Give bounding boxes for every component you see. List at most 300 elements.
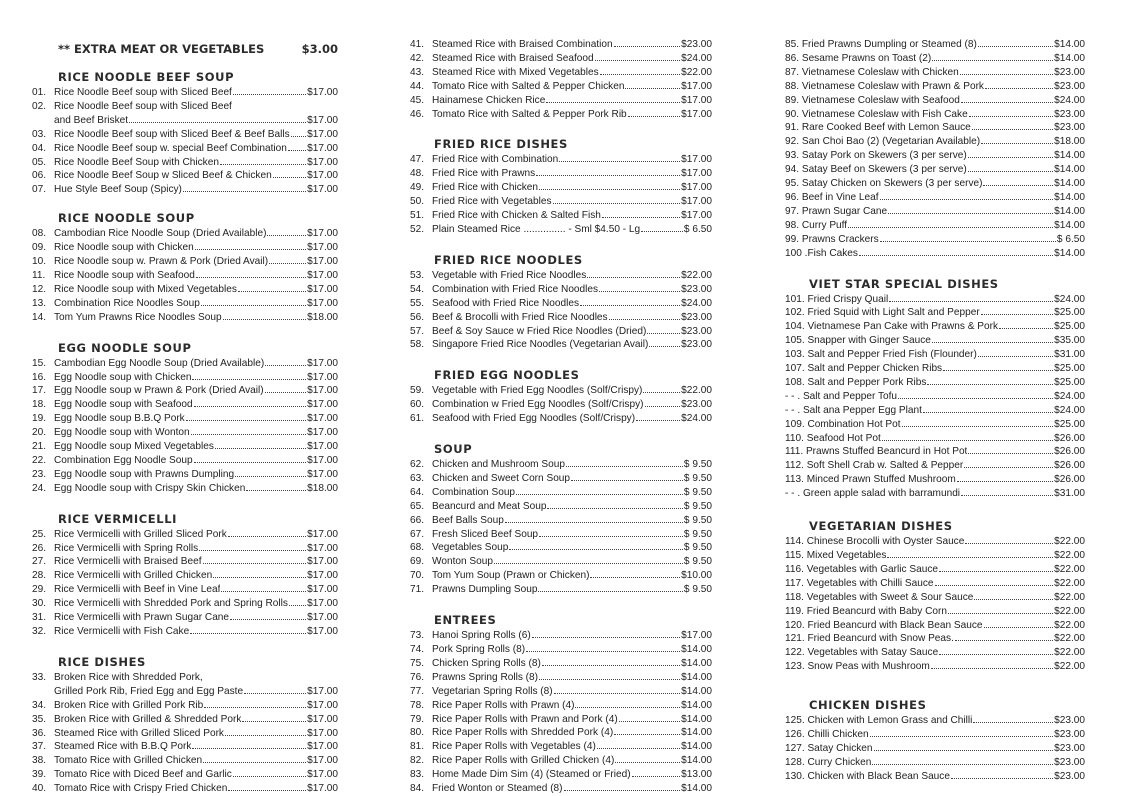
item-price: $35.00 [1054,335,1085,347]
leader-dots [968,157,1053,158]
leader-dots [186,420,306,421]
item-number: 56. [410,311,425,323]
menu-column-1 [32,38,338,796]
leader-dots [965,543,1053,544]
menu-item [32,699,338,713]
item-number: 27. [32,556,47,568]
item-price: $26.00 [1054,432,1085,444]
item-name: Beef Balls Soup [432,514,504,526]
item-price: $23.00 [1054,66,1085,78]
menu-item [32,398,338,412]
item-name: Broken Rice with Grilled & Shredded Pork [54,713,242,725]
menu-item [785,473,1085,487]
item-price: $14.00 [1054,178,1085,190]
menu-item [410,782,712,796]
item-price: $17.00 [307,242,338,254]
item-number: 42. [410,52,425,64]
menu-item [410,338,712,352]
menu-item [32,86,338,100]
menu-item [785,348,1085,362]
leader-dots [595,60,681,61]
item-price: $14.00 [681,713,712,725]
leader-dots [600,74,680,75]
leader-dots [951,778,1053,779]
item-number: 50. [410,196,425,208]
menu-section [785,38,1085,261]
leader-dots [880,241,1056,242]
leader-dots [932,342,1053,343]
leader-dots [242,721,306,722]
menu-item [785,756,1085,770]
item-name: 122. Vegetables with Satay Sauce [785,647,939,659]
menu-item [410,583,712,597]
menu-item [785,742,1085,756]
menu-item [32,255,338,269]
item-price: $17.00 [307,556,338,568]
menu-item [785,362,1085,376]
menu-section [410,613,712,796]
item-price: $22.00 [1054,633,1085,645]
item-price: $25.00 [1054,376,1085,388]
item-price: $17.00 [307,713,338,725]
menu-item [410,768,712,782]
item-number: 61. [410,413,425,425]
leader-dots [619,721,680,722]
menu-section [32,211,338,324]
extra-header [58,42,338,56]
item-price: $23.00 [1054,742,1085,754]
leader-dots [228,536,306,537]
item-name: Prawns Dumpling Soup [432,584,538,596]
menu-item [410,643,712,657]
item-price: $22.00 [681,66,712,78]
menu-item [410,740,712,754]
menu-item [785,632,1085,646]
item-price: $ 9.50 [683,542,712,554]
item-name: Egg Noodle soup with Chicken [54,371,192,383]
item-name: 114. Chinese Brocolli with Oyster Sauce [785,536,965,548]
menu-item [410,209,712,223]
item-number: 58. [410,339,425,351]
item-number: 03. [32,128,47,140]
item-name: 107. Salt and Pepper Chicken Ribs [785,363,943,375]
item-price: $17.00 [307,413,338,425]
menu-item [410,297,712,311]
leader-dots [221,591,306,592]
leader-dots [882,440,1053,441]
item-number: 64. [410,486,425,498]
leader-dots [955,640,1053,641]
leader-dots [981,314,1053,315]
item-name: Home Made Dim Sim (4) (Steamed or Fried) [432,769,631,781]
item-number: 14. [32,311,47,323]
leader-dots [289,605,306,606]
section-title: SOUP [434,442,473,457]
item-price: $17.00 [307,256,338,268]
leader-dots [129,122,306,123]
item-price: $23.00 [681,283,712,295]
leader-dots [649,346,680,347]
item-number: 35. [32,713,47,725]
item-name: 95. Satay Chicken on Skewers (3 per serve) [785,178,983,190]
leader-dots [961,495,1053,496]
leader-dots [984,627,1054,628]
leader-dots [939,571,1053,572]
item-price: $25.00 [1054,321,1085,333]
leader-dots [580,305,680,306]
item-price: $23.00 [681,399,712,411]
leader-dots [571,480,683,481]
item-price: $24.00 [1054,404,1085,416]
item-number: 69. [410,556,425,568]
leader-dots [532,637,680,638]
menu-item [32,283,338,297]
leader-dots [554,693,680,694]
item-name: 88. Vietnamese Coleslaw with Prawn & Pork [785,80,984,92]
menu-item [32,128,338,142]
menu-item [32,311,338,325]
item-price: $14.00 [1054,219,1085,231]
item-price: $24.00 [1054,94,1085,106]
item-name: 96. Beef in Vine Leaf [785,191,879,203]
item-price: $23.00 [1054,729,1085,741]
item-name: Fresh Sliced Beef Soup [432,528,539,540]
menu-item [32,169,338,183]
item-price: $23.00 [1054,715,1085,727]
item-price: $17.00 [307,87,338,98]
item-price: $14.00 [681,644,712,655]
item-name: 120. Fried Beancurd with Black Bean Sauce [785,619,983,631]
item-name: 105. Snapper with Ginger Sauce [785,335,931,347]
menu-item [785,432,1085,446]
item-name: Rice Noodle Beef soup with Sliced Beef [54,100,232,112]
item-price: $17.00 [307,584,338,596]
menu-item [410,541,712,555]
leader-dots [859,255,1053,256]
item-number: 79. [410,713,425,725]
item-name: Egg Noodle soup with Crispy Skin Chicken [54,482,246,494]
leader-dots [190,633,306,634]
section-title: RICE NOODLE BEEF SOUP [58,70,235,84]
item-name: Rice Vermicelli with Shredded Pork and Spring Rolls [54,598,288,610]
leader-dots [273,177,306,178]
item-name: Rice Noodle soup with Mixed Vegetables [54,283,237,295]
menu-item [410,754,712,768]
item-price: $23.00 [681,325,712,337]
leader-dots [199,550,306,551]
item-name: Tom Yum Soup (Prawn or Chicken) [432,570,590,582]
leader-dots [932,60,1053,61]
item-price: $14.00 [1054,164,1085,176]
menu-item [410,325,712,339]
section-title: RICE DISHES [58,654,146,669]
item-price: $31.00 [1054,349,1085,361]
item-number: 46. [410,108,425,120]
item-name: Chicken Spring Rolls (8) [432,657,541,669]
menu-item [410,500,712,514]
menu-item [785,577,1085,591]
item-name: 98. Curry Puff [785,219,848,231]
menu-item [785,66,1085,80]
item-name: 117. Vegetables with Chilli Sauce [785,577,934,589]
leader-dots [538,591,682,592]
item-name: Egg Noodle soup with Wonton [54,427,190,439]
menu-section [410,368,712,426]
item-name: 111. Prawns Stuffed Beancurd in Hot Pot [785,446,968,458]
item-name: 87. Vietnamese Coleslaw with Chicken [785,66,959,78]
item-number: 70. [410,570,425,582]
item-name: 104. Vietnamese Pan Cake with Prawns & Pork [785,321,999,333]
item-number: 05. [32,156,47,168]
leader-dots [961,102,1053,103]
item-name: Hue Style Beef Soup (Spicy) [54,184,182,196]
item-price: $17.00 [307,399,338,411]
section-title: RICE NOODLE SOUP [58,211,195,226]
item-name: Fried Wonton or Steamed (8) [432,783,563,795]
item-number: 78. [410,699,425,711]
leader-dots [291,136,306,137]
item-number: 81. [410,741,425,753]
item-name: 85. Fried Prawns Dumpling or Steamed (8) [785,39,977,50]
item-price: $17.00 [681,108,712,120]
menu-column-2 [410,38,712,796]
item-price: $17.00 [307,528,338,540]
item-name: Wonton Soup [432,556,493,568]
item-price: $22.00 [1054,619,1085,631]
item-name: Rice Paper Rolls with Shredded Pork (4) [432,727,614,739]
menu-section [410,442,712,597]
item-price: $17.00 [307,468,338,480]
item-price: $22.00 [1054,647,1085,659]
item-price: $26.00 [1054,460,1085,472]
menu-item [32,685,338,699]
menu-section [32,42,338,56]
item-name: 92. San Choi Bao (2) (Vegetarian Available) [785,136,981,148]
item-name: 86. Sesame Prawns on Toast (2) [785,52,932,64]
leader-dots [889,301,1053,302]
menu-item [32,611,338,625]
menu-item [785,293,1085,307]
item-number: 44. [410,80,425,92]
item-name: Fried Rice with Chicken [432,182,539,194]
item-name: Plain Steamed Rice ............... - Sml $4.50 - Lg [432,223,641,235]
item-name: Steamed Rice with Mixed Vegetables [432,66,599,78]
leader-dots [539,189,680,190]
item-name: Beef & Soy Sauce w Fried Rice Noodles (Dried) [432,325,647,337]
section-title: ENTREES [434,613,497,628]
menu-section [410,253,712,352]
item-name: Fried Rice with Chicken & Salted Fish [432,210,601,222]
leader-dots [201,305,306,306]
item-price: $ 6.50 [683,223,712,235]
leader-dots [494,563,683,564]
item-number: 43. [410,66,425,78]
menu-item [785,94,1085,108]
item-number: 02. [32,100,47,112]
leader-dots [957,481,1053,482]
item-number: 19. [32,413,47,425]
item-number: 49. [410,182,425,194]
item-number: 39. [32,769,47,781]
item-name: Rice Vermicelli with Prawn Sugar Cane [54,612,230,624]
item-name: Hainamese Chicken Rice [432,94,546,106]
menu-item [785,334,1085,348]
item-name: Tomato Rice with Salted & Pepper Pork Rib [432,108,627,120]
item-number: 32. [32,626,47,637]
item-name: Steamed Rice with B.B.Q Pork [54,741,192,753]
menu-item [410,223,712,237]
leader-dots [968,171,1053,172]
leader-dots [614,46,680,47]
item-name: 127. Satay Chicken [785,742,873,754]
menu-item [785,247,1085,261]
menu-item [410,657,712,671]
menu-item [410,699,712,713]
item-name: 101. Fried Crispy Quail [785,293,889,305]
item-name: Rice Vermicelli with Spring Rolls [54,542,199,554]
item-price: $ 9.50 [683,584,712,596]
menu-item [32,754,338,768]
item-number: 37. [32,741,47,753]
menu-item [32,740,338,754]
menu-item [410,283,712,297]
menu-item [32,412,338,426]
menu-item [32,440,338,454]
leader-dots [939,654,1053,655]
item-number: 82. [410,755,425,767]
item-number: 55. [410,297,425,309]
item-number: 07. [32,184,47,196]
item-name: - - . Salt ana Pepper Egg Plant [785,404,922,416]
item-number: 21. [32,441,47,453]
menu-item [32,183,338,197]
item-price: $17.00 [307,626,338,637]
item-name: Combination with Fried Rice Noodles [432,283,599,295]
item-number: 65. [410,500,425,512]
item-number: 22. [32,454,47,466]
item-name: Tomato Rice with Diced Beef and Garlic [54,769,232,781]
item-name: Rice Noodle Beef soup w. special Beef Combination [54,142,287,154]
item-price: $24.00 [681,52,712,64]
leader-dots [985,88,1053,89]
menu-section [785,519,1085,674]
menu-item [32,713,338,727]
item-price: $17.00 [307,297,338,309]
item-price: $25.00 [1054,418,1085,430]
menu-item [785,306,1085,320]
menu-item [410,514,712,528]
item-number: 60. [410,399,425,411]
leader-dots [194,406,307,407]
menu-item [785,619,1085,633]
leader-dots [183,191,306,192]
menu-item [32,782,338,796]
leader-dots [848,227,1053,228]
item-price: $14.00 [1054,52,1085,64]
item-name: 110. Seafood Hot Pot [785,432,881,444]
leader-dots [516,494,683,495]
section-title: FRIED RICE NOODLES [434,252,583,267]
menu-item [785,605,1085,619]
item-name: Chicken and Mushroom Soup [432,459,565,471]
menu-section [410,38,712,121]
item-price: $23.00 [681,339,712,351]
item-price: $ 9.50 [683,514,712,526]
item-number: 41. [410,39,425,50]
menu-item [785,205,1085,219]
menu-item [785,52,1085,66]
leader-dots [632,776,681,777]
menu-item [32,371,338,385]
item-name: 128. Curry Chicken [785,756,872,768]
item-name: Rice Paper Rolls with Grilled Chicken (4) [432,755,615,767]
item-name: and Beef Brisket [54,114,129,126]
item-price: $22.00 [1054,550,1085,561]
item-number: 20. [32,427,47,439]
item-name: Vegetable with Fried Egg Noodles (Solf/Crispy) [432,385,643,397]
item-number: 84. [410,783,425,795]
leader-dots [645,406,681,407]
item-name: Rice Noodle soup with Seafood [54,269,195,281]
item-number: 25. [32,528,47,540]
menu-item [410,311,712,325]
leader-dots [267,235,306,236]
menu-item [785,376,1085,390]
item-price: $ 6.50 [1056,233,1085,245]
leader-dots [974,599,1053,600]
menu-item [785,445,1085,459]
item-name: Rice Noodle Beef Soup with Chicken [54,156,219,168]
item-name: Broken Rice with Grilled Pork Rib [54,699,204,711]
menu-item [785,418,1085,432]
item-name: Fried Rice with Combination [432,154,559,166]
leader-dots [943,370,1053,371]
leader-dots [194,462,307,463]
menu-item [410,52,712,66]
item-price: $17.00 [307,156,338,168]
item-price: $18.00 [307,482,338,494]
leader-dots [559,161,680,162]
item-name: Rice Paper Rolls with Prawn and Pork (4) [432,713,618,725]
menu-item [785,320,1085,334]
menu-item [32,482,338,496]
leader-dots [196,277,306,278]
item-number: 73. [410,630,425,642]
item-number: 47. [410,154,425,166]
leader-dots [509,549,683,550]
leader-dots [539,536,683,537]
menu-item [32,768,338,782]
item-number: 36. [32,727,47,739]
item-price: $17.00 [307,727,338,739]
leader-dots [546,102,680,103]
item-price: $22.00 [681,385,712,397]
item-price: $17.00 [307,128,338,140]
item-price: $14.00 [1054,247,1085,259]
item-price: $17.00 [307,142,338,154]
leader-dots [972,129,1053,130]
item-price: $25.00 [1054,307,1085,319]
item-price: $ 9.50 [683,556,712,568]
leader-dots [191,434,307,435]
item-price: $17.00 [681,210,712,222]
item-price: $24.00 [1054,390,1085,402]
item-price: $14.00 [681,671,712,683]
item-name: Tomato Rice with Grilled Chicken [54,755,203,767]
item-price: $17.00 [681,182,712,194]
item-name: Hanoi Spring Rolls (6) [432,630,531,642]
leader-dots [536,175,680,176]
